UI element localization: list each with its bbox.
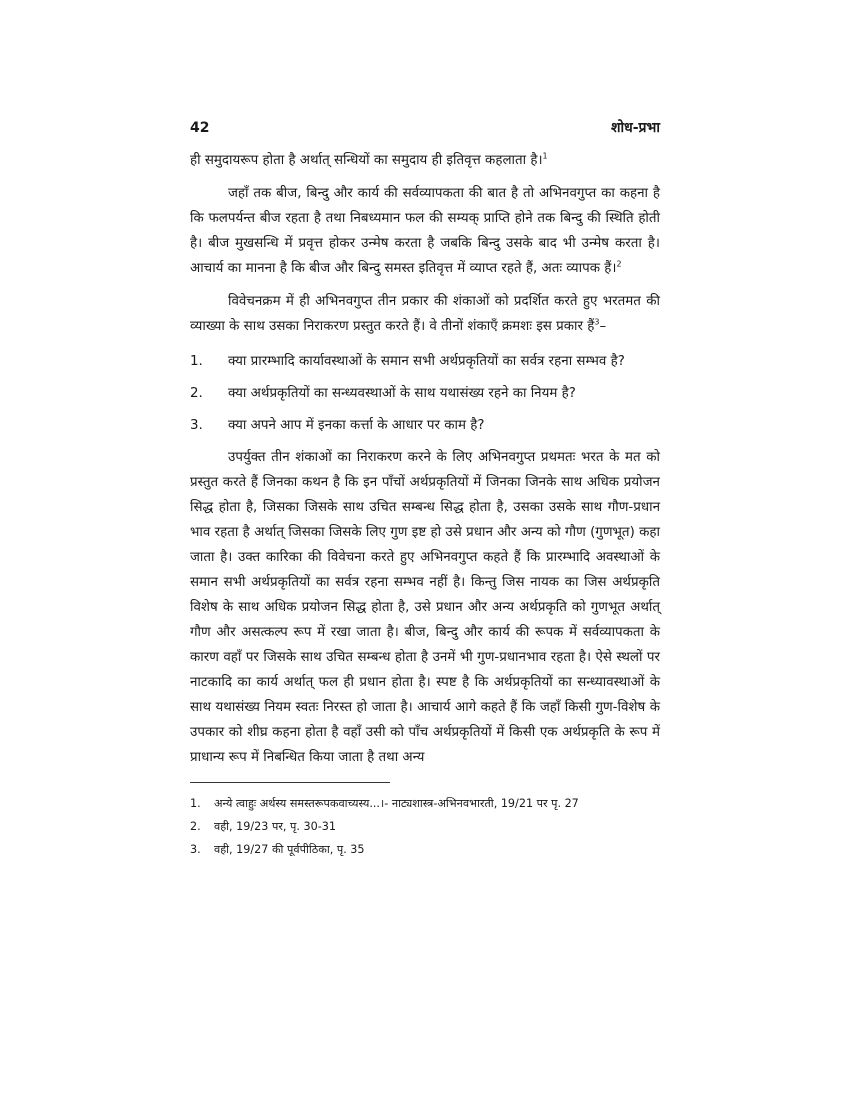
footnote-ref[interactable]: 2	[616, 259, 622, 269]
footnote-number: 3.	[190, 843, 201, 856]
list-number: 3.	[190, 418, 203, 433]
footnote-ref[interactable]: 3	[594, 317, 600, 327]
footnote	[190, 816, 660, 837]
paragraph-doubts-intro	[190, 289, 660, 339]
footnote-divider	[190, 782, 390, 783]
footnote	[190, 793, 660, 814]
list-text: क्या अपने आप में इनका कर्त्ता के आधार पर काम है?	[228, 418, 485, 433]
running-title: शोध-प्रभा	[610, 120, 660, 136]
footnote-text: वही, 19/23 पर, पृ. 30-31	[214, 820, 336, 833]
paragraph-text: जहाँ तक बीज, बिन्दु और कार्य की सर्वव्यापकता की बात है तो अभिनवगुप्त का कहना है कि फलपर्यन्त बीज रहता है तथा निबध्यमान फल की सम्यक् प्राप्ति होने तक बिन्दु की स्थिति होती है। बीज मुखसन्धि में प्रवृत्त होकर उन्मेष करता है जबकि बिन्दु उसके बाद भी उन्मेष करता है। आचार्य का मानना है कि बीज और बिन्दु समस्त इतिवृत्त में व्याप्त रहते हैं, अतः व्यापक हैं।	[190, 186, 660, 276]
list-item	[190, 349, 660, 374]
footnotes	[190, 793, 660, 860]
page-header	[190, 118, 660, 148]
paragraph-suffix: –	[599, 319, 607, 334]
paragraph-resolution: उपर्युक्त तीन शंकाओं का निराकरण करने के लिए अभिनवगुप्त प्रथमतः भरत के मत को प्रस्तुत करते हैं जिनका कथन है कि इन पाँचों अर्थप्रकृतियों में जिनका जिनके साथ अधिक प्रयोजन सिद्ध होता है, जिसका जिसके साथ उचित सम्बन्ध सिद्ध होता है, उसका उसके साथ गौण-प्रधान भाव रहता है अर्थात् जिसका जिसके लिए गुण इष्ट हो उसे प्रधान और अन्य को गौण (गुणभूत) कहा जाता है। उक्त कारिका की विवेचना करते हुए अभिनवगुप्त कहते हैं कि प्रारम्भादि अवस्थाओं के समान सभी अर्थप्रकृतियों का सर्वत्र रहना सम्भव नहीं है। किन्तु जिस नायक का जिस अर्थप्रकृति विशेष के साथ अधिक प्रयोजन सिद्ध होता है, उसे प्रधान और अन्य अर्थप्रकृति को गुणभूत अर्थात् गौण और असत्कल्प रूप में रखा जाता है। बीज, बिन्दु और कार्य की रूपक में सर्वव्यापकता के कारण वहाँ पर जिसके साथ उचित सम्बन्ध होता है उनमें भी गुण-प्रधानभाव रहता है। ऐसे स्थलों पर नाटकादि का कार्य अर्थात् फल ही प्रधान होता है। स्पष्ट है कि अर्थप्रकृतियों का सन्ध्यावस्थाओं के साथ यथासंख्य नियम स्वतः निरस्त हो जाता है। आचार्य आगे कहते हैं कि जहाँ किसी गुण-विशेष के उपकार को शीघ्र कहना होता है वहाँ उसी को पाँच अर्थप्रकृतियों में किसी एक अर्थप्रकृति के रूप में प्राधान्य रूप में निबन्धित किया जाता है तथा अन्य	[190, 450, 660, 765]
paragraph-bija-bindu	[190, 181, 660, 281]
footnote	[190, 839, 660, 860]
list-text: क्या प्रारम्भादि कार्यावस्थाओं के समान सभी अर्थप्रकृतियों का सर्वत्र रहना सम्भव है?	[228, 354, 625, 369]
document-page	[190, 118, 660, 862]
footnote-number: 1.	[190, 797, 201, 810]
list-number: 2.	[190, 386, 203, 401]
doubts-list	[190, 349, 660, 438]
list-item	[190, 381, 660, 406]
paragraph-continuation	[190, 148, 660, 173]
list-number: 1.	[190, 354, 203, 369]
footnote-text: वही, 19/27 की पूर्वपीठिका, पृ. 35	[214, 843, 365, 856]
footnote-text: अन्ये त्वाहुः अर्थस्य समस्तरूपकवाच्यस्य...।- नाट्यशास्त्र-अभिनवभारती, 19/21 पर पृ. 27	[214, 797, 579, 810]
paragraph-text: ही समुदायरूप होता है अर्थात् सन्धियों का समुदाय ही इतिवृत्त कहलाता है।	[190, 153, 543, 168]
footnote-number: 2.	[190, 820, 201, 833]
paragraph-text: विवेचनक्रम में ही अभिनवगुप्त तीन प्रकार की शंकाओं को प्रदर्शित करते हुए भरतमत की व्याख्या के साथ उसका निराकरण प्रस्तुत करते हैं। वे तीनों शंकाएँ क्रमशः इस प्रकार हैं	[190, 294, 660, 334]
page-number: 42	[190, 120, 210, 136]
list-text: क्या अर्थप्रकृतियों का सन्ध्यवस्थाओं के साथ यथासंख्य रहने का नियम है?	[228, 386, 576, 401]
footnote-ref[interactable]: 1	[542, 151, 548, 161]
list-item	[190, 413, 660, 438]
